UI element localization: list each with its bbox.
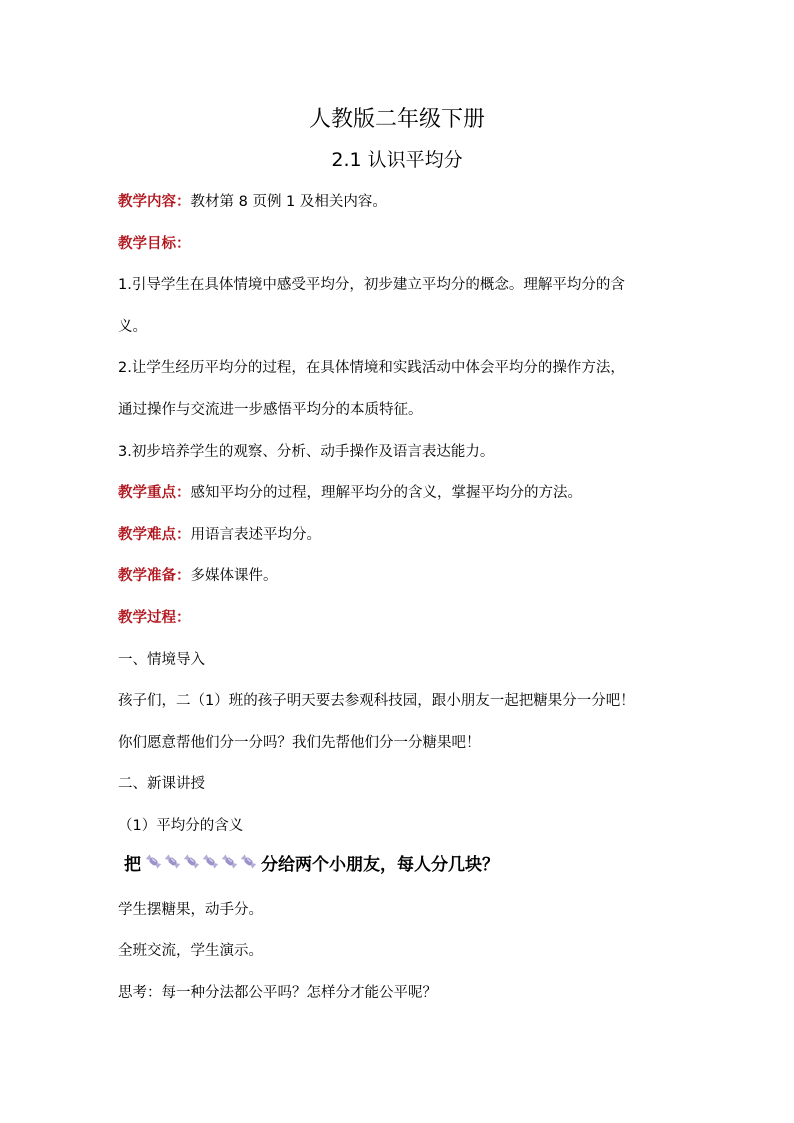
teaching-preparation-text: 多媒体课件。 (190, 568, 278, 584)
subsection-1-heading: （1）平均分的含义 (118, 818, 244, 834)
candy-icon (183, 852, 200, 878)
document-title: 人教版二年级下册 (308, 107, 485, 132)
paragraph-1: 孩子们，二（1）班的孩子明天要去参观科技园，跟小朋友一起把糖果分一分吧！ (118, 693, 635, 709)
section-2-heading: 二、新课讲授 (118, 776, 205, 792)
teaching-goals-label: 教学目标： (118, 236, 191, 252)
teaching-content-text: 教材第 8 页例 1 及相关内容。 (190, 194, 387, 210)
goal-3: 3.初步培养学生的观察、分析、动手操作及语言表达能力。 (118, 444, 495, 460)
candy-icon (202, 852, 219, 878)
candy-icon (240, 852, 257, 878)
paragraph-5: 思考：每一种分法都公平吗？怎样分才能公平呢？ (118, 985, 437, 1001)
goal-1-line-1: 1.引导学生在具体情境中感受平均分，初步建立平均分的概念。理解平均分的含 (118, 277, 625, 293)
goal-2-line-2: 通过操作与交流进一步感悟平均分的本质特征。 (118, 402, 423, 418)
teaching-preparation-line (118, 565, 698, 587)
candy-problem-prefix: 把 (124, 855, 141, 875)
candy-icons (144, 852, 258, 878)
teaching-focus-line (118, 482, 698, 504)
teaching-difficulty-line (118, 524, 698, 546)
teaching-focus-text: 感知平均分的过程，理解平均分的含义，掌握平均分的方法。 (190, 485, 582, 501)
goal-1-line-2: 义。 (118, 319, 147, 335)
section-1-heading: 一、情境导入 (118, 652, 205, 668)
goal-2-line-1: 2.让学生经历平均分的过程，在具体情境和实践活动中体会平均分的操作方法， (118, 360, 625, 376)
candy-icon (164, 852, 181, 878)
paragraph-2: 你们愿意帮他们分一分吗？我们先帮他们分一分糖果吧！ (118, 735, 481, 751)
candy-problem (124, 852, 499, 878)
candy-problem-suffix: 分给两个小朋友，每人分几块？ (261, 855, 499, 875)
teaching-focus-label: 教学重点： (118, 485, 191, 501)
document-subtitle: 2.1 认识平均分 (331, 149, 463, 171)
candy-icon (221, 852, 238, 878)
teaching-content-label: 教学内容： (118, 194, 191, 210)
teaching-content-line (118, 191, 698, 213)
teaching-process-heading (118, 607, 698, 629)
paragraph-4: 全班交流，学生演示。 (118, 943, 263, 959)
candy-icon (145, 852, 162, 878)
teaching-difficulty-label: 教学难点： (118, 527, 191, 543)
teaching-difficulty-text: 用语言表述平均分。 (190, 527, 321, 543)
teaching-preparation-label: 教学准备： (118, 568, 191, 584)
teaching-goals-heading (118, 233, 698, 255)
paragraph-3: 学生摆糖果，动手分。 (118, 902, 263, 918)
teaching-process-label: 教学过程： (118, 610, 191, 626)
